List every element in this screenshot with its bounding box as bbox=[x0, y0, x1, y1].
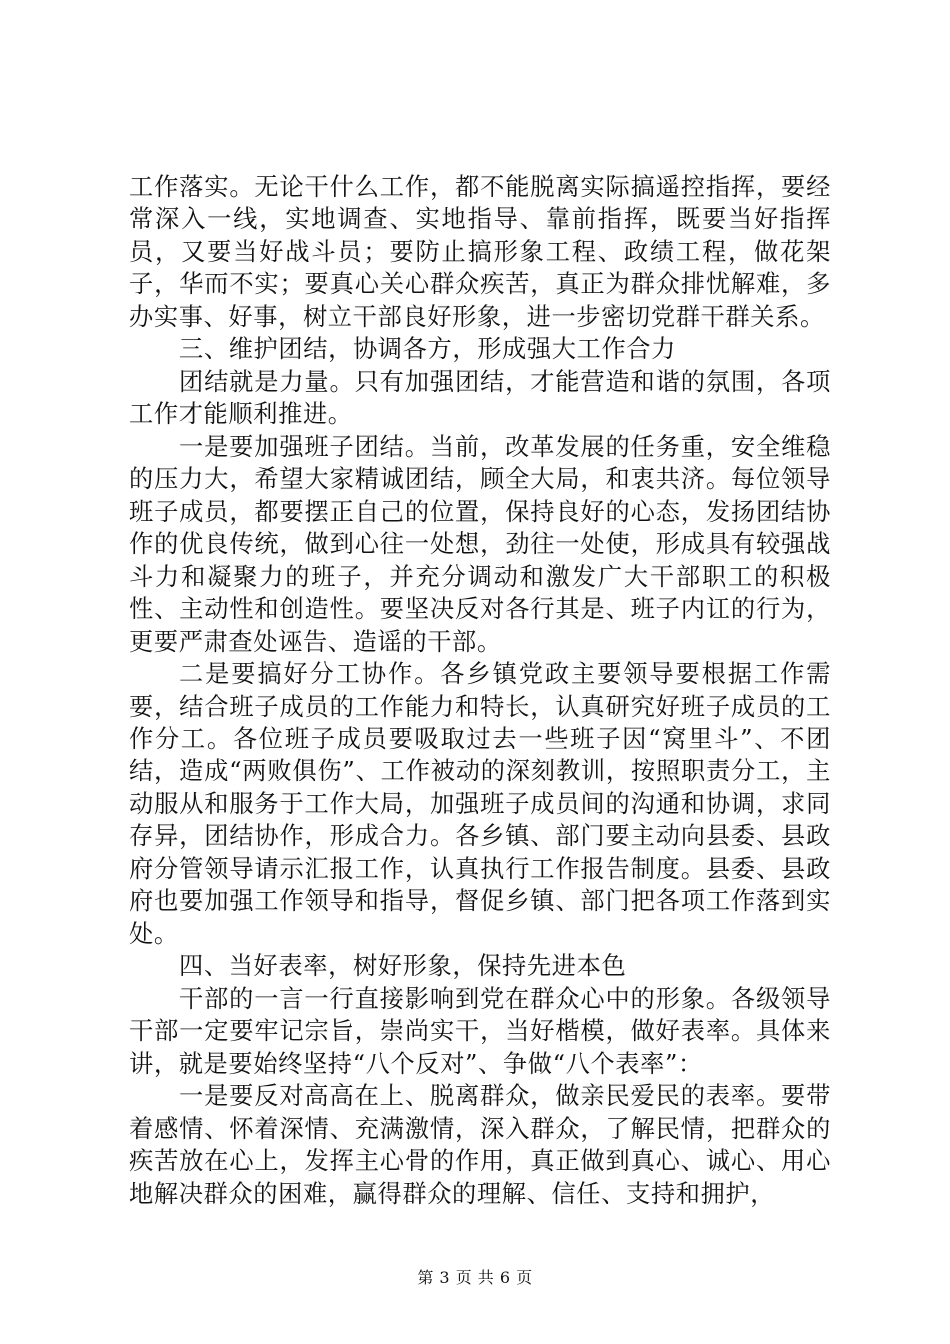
paragraph: 一是要加强班子团结。当前，改革发展的任务重，安全维稳的压力大，希望大家精诚团结，顾全大局，和衷共济。每位领导班子成员，都要摆正自己的位置，保持良好的心态，发扬团结协作的优良传统，做到心往一处想，劲往一处使，形成具有较强战斗力和凝聚力的班子，并充分调动和激发广大干部职工的积极性、主动性和创造性。要坚决反对各行其是、班子内讧的行为，更要严肃查处诬告、造谣的干部。 bbox=[129, 431, 831, 656]
document-body bbox=[129, 171, 831, 1210]
paragraph: 干部的一言一行直接影响到党在群众心中的形象。各级领导干部一定要牢记宗旨，崇尚实干，当好楷模，做好表率。具体来讲，就是要始终坚持“八个反对”、争做“八个表率”： bbox=[129, 983, 831, 1078]
paragraph: 工作落实。无论干什么工作，都不能脱离实际搞遥控指挥，要经常深入一线，实地调查、实地指导、靠前指挥，既要当好指挥员，又要当好战斗员；要防止搞形象工程、政绩工程，做花架子，华而不实；要真心关心群众疾苦，真正为群众排忧解难，多办实事、好事，树立干部良好形象，进一步密切党群干群关系。 bbox=[129, 172, 831, 331]
paragraph: 一是要反对高高在上、脱离群众，做亲民爱民的表率。要带着感情、怀着深情、充满激情，深入群众，了解民情，把群众的疾苦放在心上，发挥主心骨的作用，真正做到真心、诚心、用心地解决群众的困难，赢得群众的理解、信任、支持和拥护， bbox=[129, 1081, 831, 1208]
page-footer bbox=[0, 1268, 950, 1288]
paragraph: 二是要搞好分工协作。各乡镇党政主要领导要根据工作需要，结合班子成员的工作能力和特长，认真研究好班子成员的工作分工。各位班子成员要吸取过去一些班子因“窝里斗”、不团结，造成“两败俱伤”、工作被动的深刻教训，按照职责分工，主动服从和服务于工作大局，加强班子成员间的沟通和协调，求同存异，团结协作，形成合力。各乡镇、部门要主动向县委、县政府分管领导请示汇报工作，认真执行工作报告制度。县委、县政府也要加强工作领导和指导，督促乡镇、部门把各项工作落到实处。 bbox=[129, 659, 831, 948]
section-heading: 四、当好表率，树好形象，保持先进本色 bbox=[179, 951, 627, 981]
page-number: 第 3 页 共 6 页 bbox=[417, 1268, 533, 1287]
paragraph: 团结就是力量。只有加强团结，才能营造和谐的氛围，各项工作才能顺利推进。 bbox=[129, 366, 831, 429]
section-heading: 三、维护团结，协调各方，形成强大工作合力 bbox=[179, 334, 677, 364]
